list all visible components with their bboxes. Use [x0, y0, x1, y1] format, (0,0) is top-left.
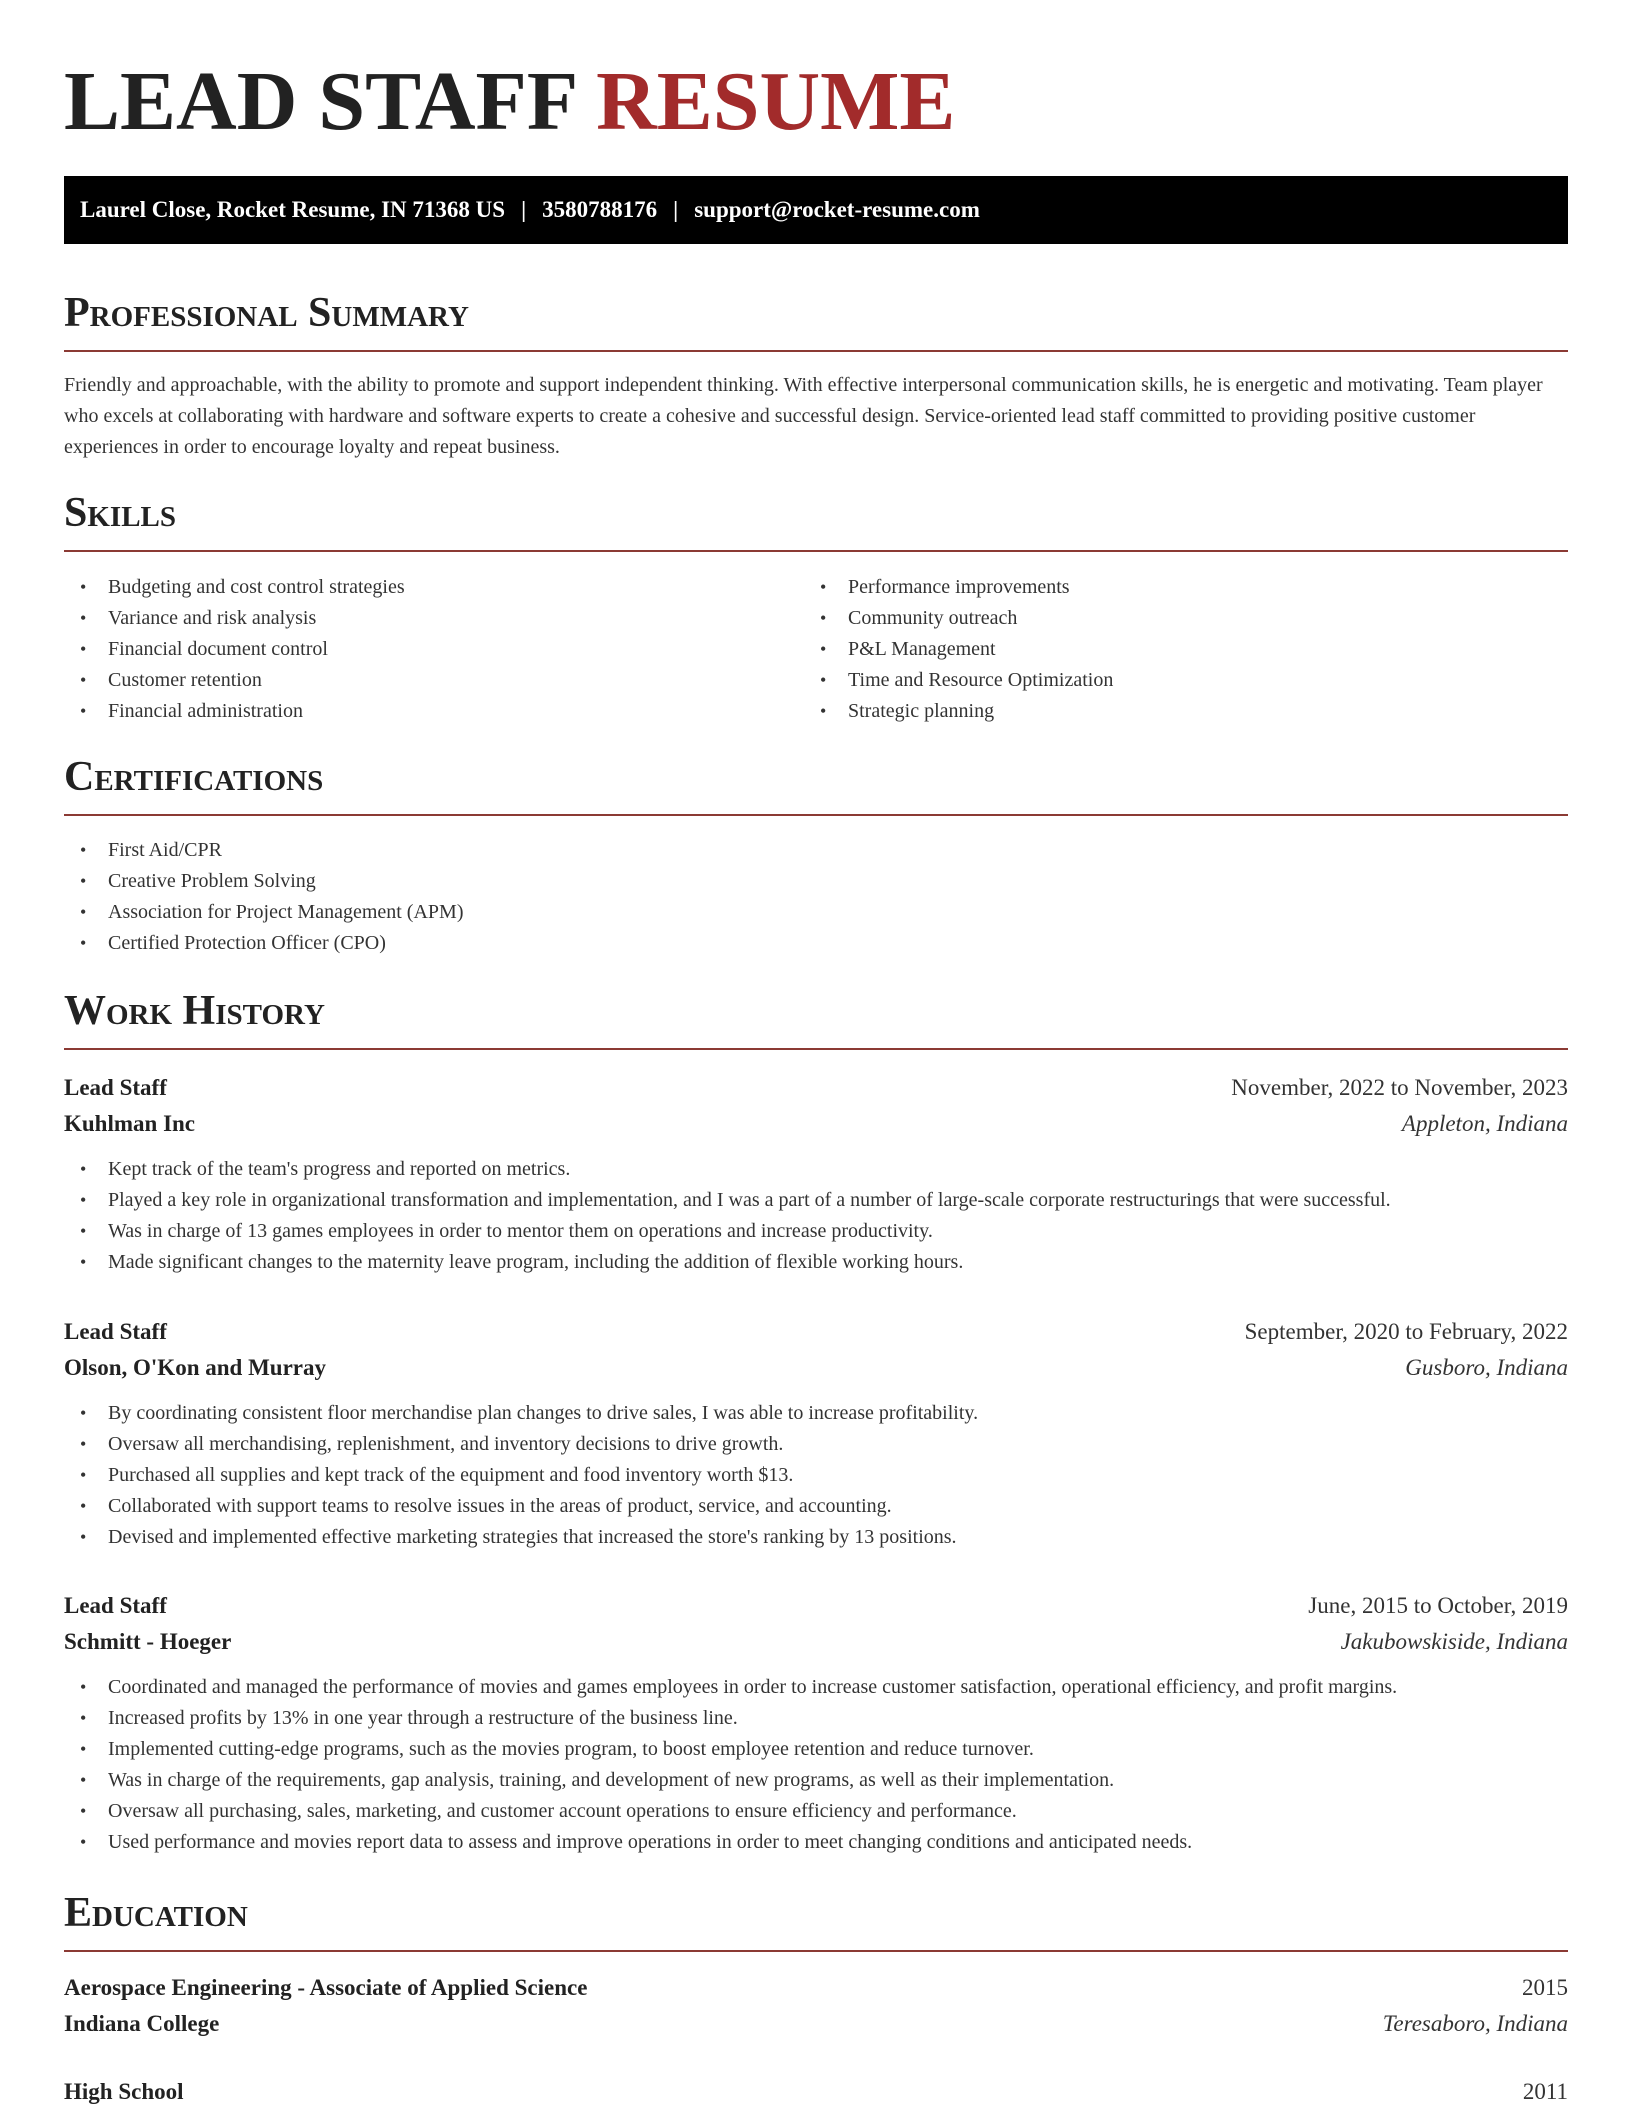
job-title: Lead Staff — [64, 1319, 167, 1344]
job-bullet: • Played a key role in organizational transformation and implementation, and I was a part of a number of large-scale corporate restructurings that were successful. — [64, 1185, 1568, 1216]
job-title: Lead Staff — [64, 1593, 167, 1618]
contact-separator: | — [673, 197, 679, 222]
work-history-heading: Work History — [64, 986, 1568, 1050]
skill-item: • Customer retention — [64, 665, 764, 696]
job-bullet: • Devised and implemented effective marketing strategies that increased the store's ranking by 13 positions. — [64, 1522, 1568, 1553]
job-bullet: • Purchased all supplies and kept track of the equipment and food inventory worth $13. — [64, 1460, 1568, 1491]
resume-title — [64, 52, 955, 152]
education-year: 2011 — [1522, 2079, 1568, 2104]
contact-address: Laurel Close, Rocket Resume, IN 71368 US — [80, 197, 506, 222]
education-heading: Education — [64, 1888, 1568, 1952]
certification-item: • First Aid/CPR — [64, 835, 1568, 866]
job-dates: November, 2022 to November, 2023 — [1231, 1075, 1568, 1100]
job-bullet: • Oversaw all purchasing, sales, marketing, and customer account operations to ensure efficiency and performance. — [64, 1796, 1568, 1827]
skill-item: • Variance and risk analysis — [64, 603, 764, 634]
title-part-main: LEAD STAFF — [64, 55, 576, 148]
skill-item: • Strategic planning — [804, 696, 1504, 727]
job-bullet: • Used performance and movies report data to assess and improve operations in order to meet changing conditions and anticipated needs. — [64, 1827, 1568, 1858]
skill-item: • P&L Management — [804, 634, 1504, 665]
job-location: Gusboro, Indiana — [1405, 1355, 1568, 1380]
certifications-list — [64, 835, 1568, 959]
education-location: Teresaboro, Indiana — [1382, 2011, 1568, 2036]
contact-separator: | — [521, 197, 527, 222]
skill-item: • Financial document control — [64, 634, 764, 665]
job-entry — [64, 1588, 1568, 1858]
education-degree: High School — [64, 2079, 184, 2104]
job-entry — [64, 1314, 1568, 1553]
skills-column-right — [804, 572, 1504, 727]
skills-column-left — [64, 572, 764, 727]
job-location: Jakubowskiside, Indiana — [1340, 1629, 1568, 1654]
job-entry — [64, 1070, 1568, 1278]
skill-item: • Time and Resource Optimization — [804, 665, 1504, 696]
job-location: Appleton, Indiana — [1401, 1111, 1568, 1136]
job-bullet: • Was in charge of 13 games employees in order to mentor them on operations and increase productivity. — [64, 1216, 1568, 1247]
job-bullet: • Increased profits by 13% in one year through a restructure of the business line. — [64, 1703, 1568, 1734]
job-dates: June, 2015 to October, 2019 — [1308, 1593, 1568, 1618]
skills-heading: Skills — [64, 488, 1568, 552]
education-year: 2015 — [1522, 1975, 1568, 2000]
job-company: Schmitt - Hoeger — [64, 1629, 232, 1654]
skill-item: • Budgeting and cost control strategies — [64, 572, 764, 603]
job-bullet: • Made significant changes to the maternity leave program, including the addition of flexible working hours. — [64, 1247, 1568, 1278]
education-school: Indiana College — [64, 2011, 220, 2036]
job-bullet: • Coordinated and managed the performance of movies and games employees in order to increase customer satisfaction, operational efficiency, and profit margins. — [64, 1672, 1568, 1703]
certifications-heading: Certifications — [64, 752, 1568, 816]
title-part-accent: RESUME — [596, 55, 956, 148]
job-company: Olson, O'Kon and Murray — [64, 1355, 326, 1380]
job-title: Lead Staff — [64, 1075, 167, 1100]
skill-item: • Community outreach — [804, 603, 1504, 634]
job-bullet: • Collaborated with support teams to resolve issues in the areas of product, service, and accounting. — [64, 1491, 1568, 1522]
education-entry — [64, 2074, 1568, 2110]
education-degree: Aerospace Engineering - Associate of Applied Science — [64, 1975, 588, 2000]
certification-item: • Association for Project Management (APM) — [64, 897, 1568, 928]
job-bullet: • Kept track of the team's progress and reported on metrics. — [64, 1154, 1568, 1185]
summary-text: Friendly and approachable, with the ability to promote and support independent thinking. With effective interpersonal communication skills, he is energetic and motivating. Team player who excels at collaborating with hardware and software experts to create a cohesive and successful design. Service-oriented lead staff committed to providing positive customer experiences in order to encourage loyalty and repeat business. — [64, 374, 1543, 458]
job-dates: September, 2020 to February, 2022 — [1244, 1319, 1568, 1344]
certification-item: • Certified Protection Officer (CPO) — [64, 928, 1568, 959]
education-entry — [64, 1970, 1568, 2042]
contact-bar — [64, 176, 1568, 244]
certification-item: • Creative Problem Solving — [64, 866, 1568, 897]
job-company: Kuhlman Inc — [64, 1111, 196, 1136]
job-bullet: • Implemented cutting-edge programs, such as the movies program, to boost employee retention and reduce turnover. — [64, 1734, 1568, 1765]
job-bullet: • Was in charge of the requirements, gap analysis, training, and development of new programs, as well as their implementation. — [64, 1765, 1568, 1796]
job-bullet: • Oversaw all merchandising, replenishment, and inventory decisions to drive growth. — [64, 1429, 1568, 1460]
skill-item: • Performance improvements — [804, 572, 1504, 603]
summary-heading: Professional Summary — [64, 288, 1568, 352]
job-bullet: • By coordinating consistent floor merchandise plan changes to drive sales, I was able to increase profitability. — [64, 1398, 1568, 1429]
contact-phone: 3580788176 — [542, 197, 658, 222]
contact-email[interactable]: support@rocket-resume.com — [694, 197, 980, 222]
skill-item: • Financial administration — [64, 696, 764, 727]
